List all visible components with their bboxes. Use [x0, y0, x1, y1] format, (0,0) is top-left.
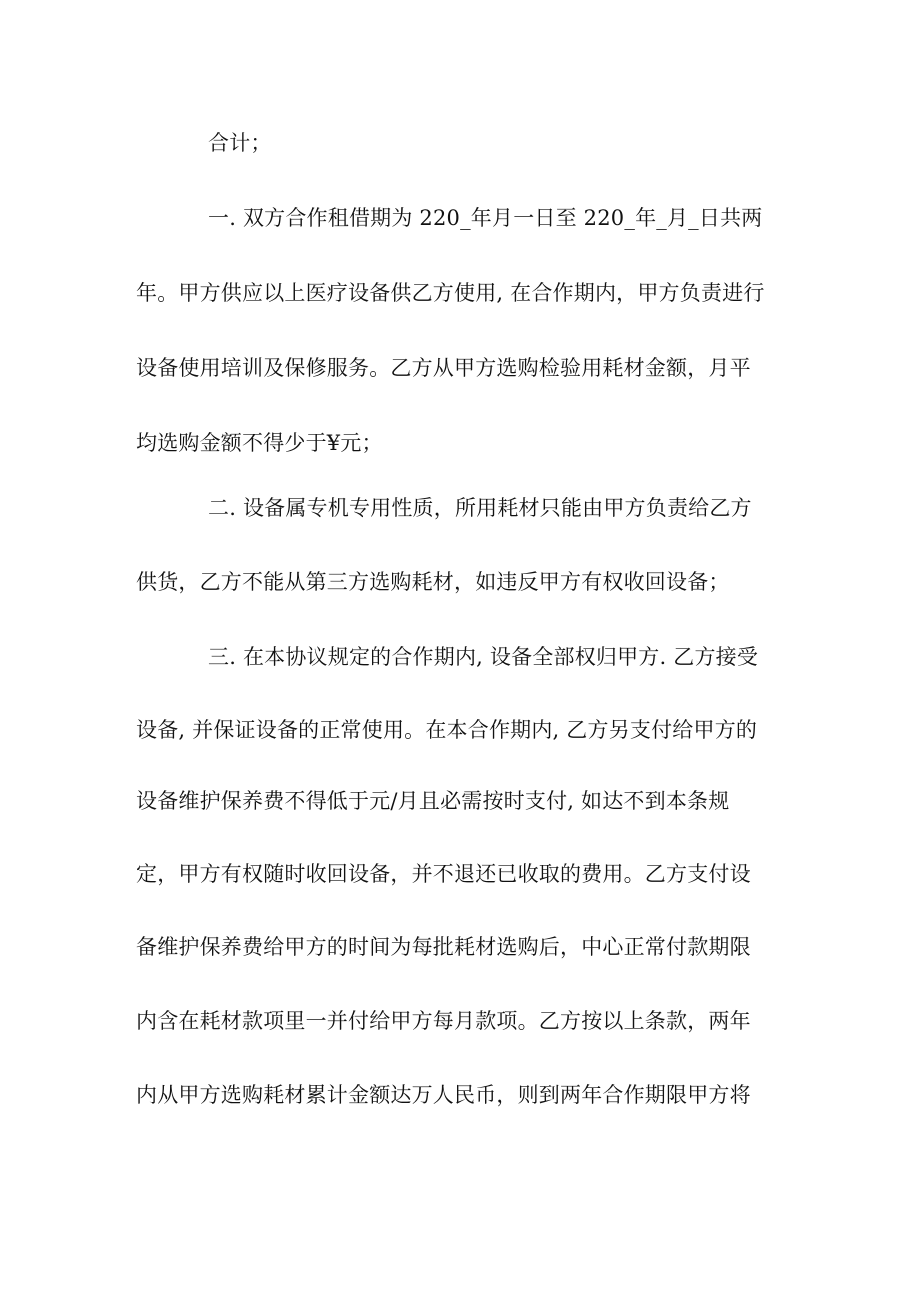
text-line: 内含在耗材款项里一并付给甲方每月款项。乙方按以上条款，两年	[136, 1009, 751, 1033]
text-line-total: 合计；	[208, 131, 272, 155]
text-line: 设备, 并保证设备的正常使用。在本合作期内, 乙方另支付给甲方的	[136, 718, 758, 742]
text-line: 内从甲方选购耗材累计金额达万人民币，则到两年合作期限甲方将	[136, 1083, 751, 1107]
text-line-clause-1-start: 一. 双方合作租借期为 220_年月一日至 220_年_月_日共两	[208, 206, 763, 230]
text-line: 设备使用培训及保修服务。乙方从甲方选购检验用耗材金额，月平	[136, 356, 751, 380]
text-line-clause-2-start: 二. 设备属专机专用性质，所用耗材只能由甲方负责给乙方	[208, 496, 752, 520]
text-line: 年。甲方供应以上医疗设备供乙方使用, 在合作期内，甲方负责进行	[136, 281, 765, 305]
text-line: 备维护保养费给甲方的时间为每批耗材选购后，中心正常付款期限	[136, 935, 751, 959]
text-line-clause-3-start: 三. 在本协议规定的合作期内, 设备全部权归甲方. 乙方接受	[208, 645, 759, 669]
text-line: 供货，乙方不能从第三方选购耗材，如违反甲方有权收回设备；	[136, 570, 730, 594]
text-line: 均选购金额不得少于¥元；	[136, 431, 383, 455]
text-line: 设备维护保养费不得低于元/月且必需按时支付, 如达不到本条规	[136, 789, 730, 813]
text-line: 定，甲方有权随时收回设备，并不退还已收取的费用。乙方支付设	[136, 862, 751, 886]
